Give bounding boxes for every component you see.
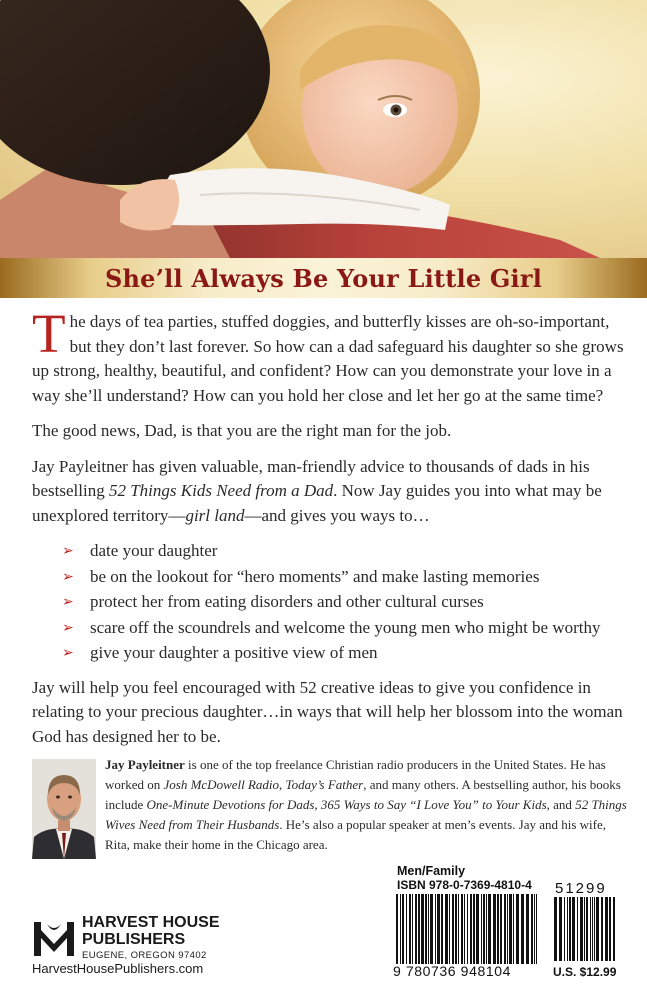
list-item-text: scare off the scoundrels and welcome the young men who might be worthy [90,617,601,637]
publisher-name [82,914,220,948]
advice-text-c: —and gives you ways to… [244,505,430,525]
arrowhead-right-icon: ➢ [62,568,74,585]
barcode-bar [473,894,475,964]
barcode-bar [493,894,496,964]
list-item [62,590,626,615]
barcode-bar [430,894,433,964]
author-bio [105,755,630,855]
barcode-bar [421,894,424,964]
list-item-text: date your daughter [90,541,218,560]
barcode-bar [526,894,529,964]
barcode-bar [516,894,519,964]
list-item [62,565,626,590]
body-copy [32,303,626,760]
book-title: One-Minute Devotions for Dads [146,797,315,812]
publisher-mark [32,920,76,958]
barcode-bar [396,894,398,964]
publisher-name-line1: HARVEST HOUSE [82,914,220,931]
bio-text: , and many others. A bestselling author, his books include [105,777,621,812]
author-name: Jay Payleitner [105,757,185,772]
barcode-bar [481,894,482,964]
barcode-bar [559,897,562,961]
barcode-bar [435,894,436,964]
barcode-bar [488,894,491,964]
barcode-bar [425,894,427,964]
book-title-52-things: 52 Things Kids Need from a Dad [108,481,334,500]
bio-text: , [279,777,286,792]
isbn-barcode [395,894,540,964]
intro-text: he days of tea parties, stuffed doggies, and butterfly kisses are oh-so-important, but they don’t last forever. So how can a dad safeguard his daughter so she grows up strong, healthy, beautiful, and confident? How can you demonstrate your love in a way she’ll understand? How can you hold her close and let her go at the same time? [32,312,624,405]
barcode-bar [464,894,465,964]
banner-title: She’ll Always Be Your Little Girl [104,263,543,293]
bio-text: , and [546,797,576,812]
category-label: Men/Family [397,864,466,878]
publisher-city: EUGENE, OREGON 97402 [82,950,207,961]
barcode-bar [483,894,485,964]
barcode-bar [452,894,454,964]
barcode-bar [592,897,593,961]
barcode-bar [476,894,479,964]
list-item-text: be on the lookout for “hero moments” and make lasting memories [90,566,540,586]
advice-text-b: . Now Jay guides you into what may be unexplored territory— [32,481,602,525]
list-item [62,641,626,666]
barcode-bar [497,894,499,964]
barcode-bar [500,894,502,964]
barcode-bar [586,897,588,961]
advice-text-a: Jay Payleitner has given valuable, man-friendly advice to thousands of dads in his bestselling [32,456,590,500]
author-advice-paragraph [32,455,626,529]
author-portrait [32,759,96,859]
show-title: Josh McDowell Radio [163,777,280,792]
barcode-digits: 9 780736 948104 [393,963,511,979]
arrowhead-right-icon: ➢ [62,594,74,610]
drop-cap: T [32,303,66,364]
barcode-bar [605,897,608,961]
arrowhead-right-icon: ➢ [62,543,74,559]
cover-photo [0,0,647,258]
book-title: 52 Things Wives Need from Their Husbands [105,797,627,832]
barcode-bar [534,894,535,964]
barcode-bar [572,897,575,961]
title-banner [0,258,647,298]
barcode-bar [458,894,459,964]
barcode-bar [437,894,440,964]
arrowhead-right-icon: ➢ [62,619,74,636]
show-title: Today’s Father [285,777,364,792]
list-item [62,539,626,564]
barcode-bar [609,897,611,961]
barcode-bar [513,894,514,964]
father-daughter-illustration [0,0,647,258]
arrowhead-right-icon: ➢ [62,645,74,661]
barcode-bar [461,894,463,964]
barcode-bar [567,897,568,961]
barcode-bar [531,894,533,964]
intro-paragraph [32,303,626,408]
book-title: 365 Ways to Say “I Love You” to Your Kids [320,797,547,812]
barcode-bar [467,894,468,964]
barcode-bar [445,894,448,964]
barcode-bar [521,894,524,964]
barcode-bar [584,897,585,961]
barcode-bar [412,894,413,964]
harvest-house-logo-icon [32,920,76,958]
barcode-bar [596,897,599,961]
barcode-bar [507,894,508,964]
barcode-bar [590,897,591,961]
barcode-bar [577,897,578,961]
girl-land-phrase: girl land [185,505,245,525]
barcode-bar [601,897,603,961]
barcode-bar [406,894,407,964]
barcode-bar [470,894,472,964]
closing-paragraph: Jay will help you feel encouraged with 52 creative ideas to give you confidence in relating to your precious daughter…in ways that will help her blossom into the woman God has designed her to be. [32,677,623,746]
barcode-bar [504,894,506,964]
isbn-label: ISBN 978-0-7369-4810-4 [397,878,532,892]
barcode-bar [509,894,512,964]
barcode-bar [402,894,404,964]
bullet-list [32,539,626,666]
barcode-bar [455,894,457,964]
list-item [62,616,626,641]
bio-text: , [314,797,321,812]
price-label: U.S. $12.99 [553,965,617,979]
barcode-bar [415,894,417,964]
barcode-bar [613,897,615,961]
barcode-bar [400,894,401,964]
barcode-bar [564,897,565,961]
barcode-bar [580,897,583,961]
barcode-bar [486,894,487,964]
good-news-paragraph: The good news, Dad, is that you are the right man for the job. [32,421,452,440]
barcode-bar [418,894,420,964]
list-item-text: give your daughter a positive view of men [90,643,378,662]
barcode-bar [554,897,557,961]
addon-digits: 51299 [555,880,607,897]
author-headshot [32,759,96,859]
barcode-bar [449,894,450,964]
list-item-text: protect her from eating disorders and other cultural curses [90,592,484,611]
barcode-bar [441,894,443,964]
publisher-url: HarvestHousePublishers.com [32,961,204,976]
price-addon-barcode [553,897,619,961]
publisher-name-line2: PUBLISHERS [82,931,186,948]
barcode-bar [428,894,429,964]
barcode-bar [409,894,411,964]
barcode-bar [536,894,537,964]
bio-text: is one of the top freelance Christian radio producers in the United States. He has worked on [105,757,606,792]
bio-text: . He’s also a popular speaker at men’s events. Jay and his wife, Rita, make their home in the Chicago area. [105,817,607,852]
barcode-bar [569,897,571,961]
barcode-bar [594,897,595,961]
